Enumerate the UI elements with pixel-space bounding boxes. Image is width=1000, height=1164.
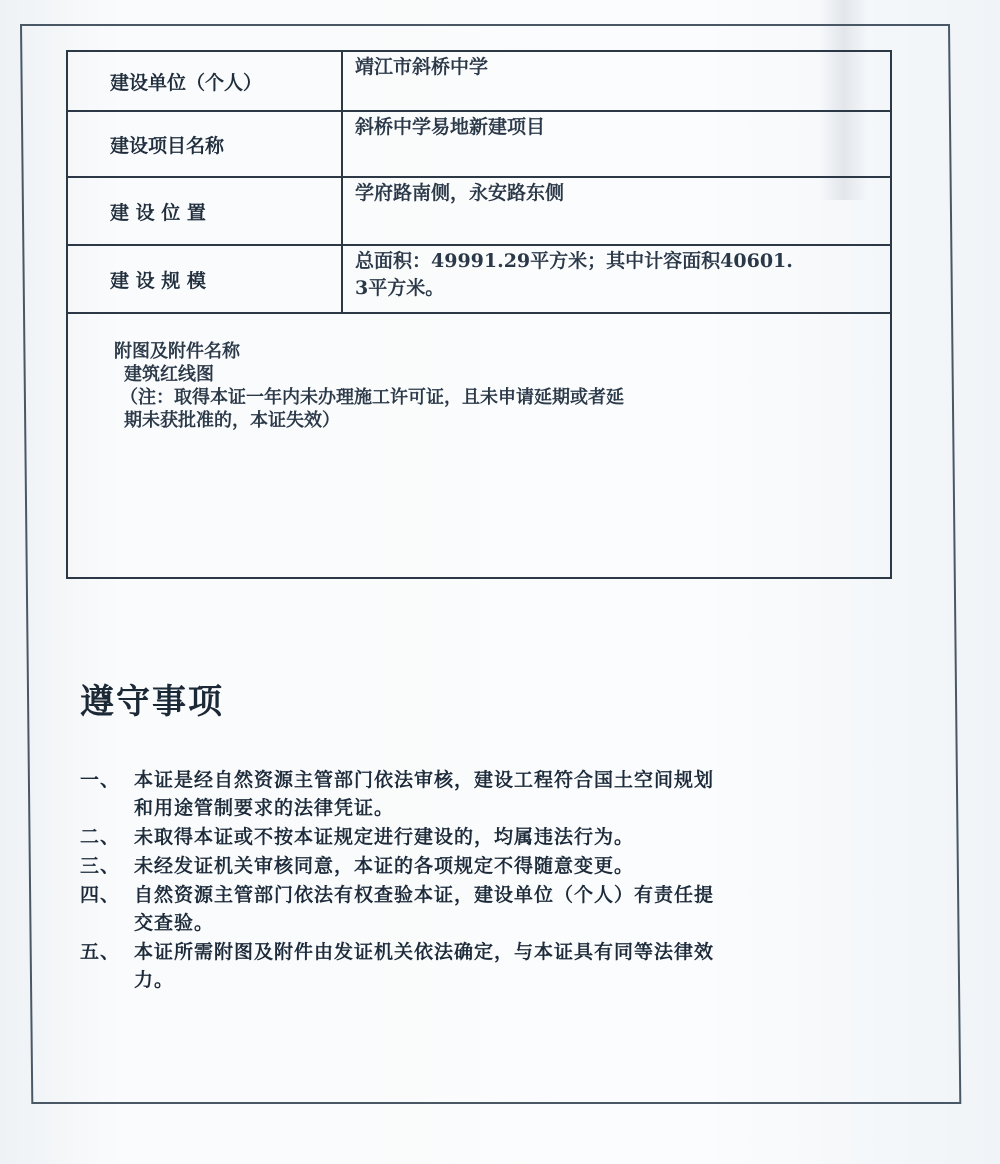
attachments-note-line1: （注：取得本证一年内未办理施工许可证，且未申请延期或者延 (120, 387, 624, 408)
item-line2: 交查验。 (134, 912, 215, 934)
attachments-note-line2: 期未获批准的，本证失效） (124, 410, 340, 431)
list-item (80, 766, 920, 822)
value-location: 学府路南侧，永安路东侧 (342, 177, 891, 245)
value-scale (342, 245, 891, 313)
label-scale: 建 设 规 模 (67, 245, 342, 313)
item-line1: 自然资源主管部门依法有权查验本证，建设单位（个人）有责任提 (134, 884, 715, 906)
list-item (80, 881, 920, 937)
obey-list (80, 766, 920, 995)
permit-info-table (66, 50, 892, 579)
obey-title: 遵守事项 (80, 682, 224, 722)
table-row (67, 177, 891, 245)
item-number: 四、 (80, 884, 121, 906)
attachments-row (67, 313, 891, 578)
item-line1: 未取得本证或不按本证规定进行建设的，均属违法行为。 (134, 826, 635, 848)
item-line1: 本证所需附图及附件由发证机关依法确定，与本证具有同等法律效 (134, 941, 715, 963)
attachments-title: 附图及附件名称 (114, 341, 240, 362)
list-item (80, 852, 920, 880)
attachments-cell (67, 313, 891, 578)
table-row (67, 111, 891, 177)
value-scale-line1: 总面积：49991.29平方米；其中计容面积40601. (355, 250, 793, 272)
item-line1: 未经发证机关审核同意，本证的各项规定不得随意变更。 (134, 855, 635, 877)
item-number: 五、 (80, 941, 121, 963)
label-project-name: 建设项目名称 (67, 111, 342, 177)
value-construction-unit: 靖江市斜桥中学 (342, 51, 891, 111)
list-item (80, 823, 920, 851)
table-row (67, 51, 891, 111)
list-item (80, 938, 920, 994)
item-line1: 本证是经自然资源主管部门依法审核，建设工程符合国土空间规划 (134, 769, 715, 791)
label-construction-unit: 建设单位（个人） (67, 51, 342, 111)
item-line2: 和用途管制要求的法律凭证。 (134, 797, 395, 819)
value-scale-line2: 3平方米。 (355, 277, 445, 299)
value-project-name: 斜桥中学易地新建项目 (342, 111, 891, 177)
item-number: 一、 (80, 769, 121, 791)
attachments-item: 建筑红线图 (124, 364, 214, 385)
item-number: 三、 (80, 855, 121, 877)
item-line2: 力。 (134, 969, 175, 991)
item-number: 二、 (80, 826, 121, 848)
label-location: 建 设 位 置 (67, 177, 342, 245)
table-row (67, 245, 891, 313)
